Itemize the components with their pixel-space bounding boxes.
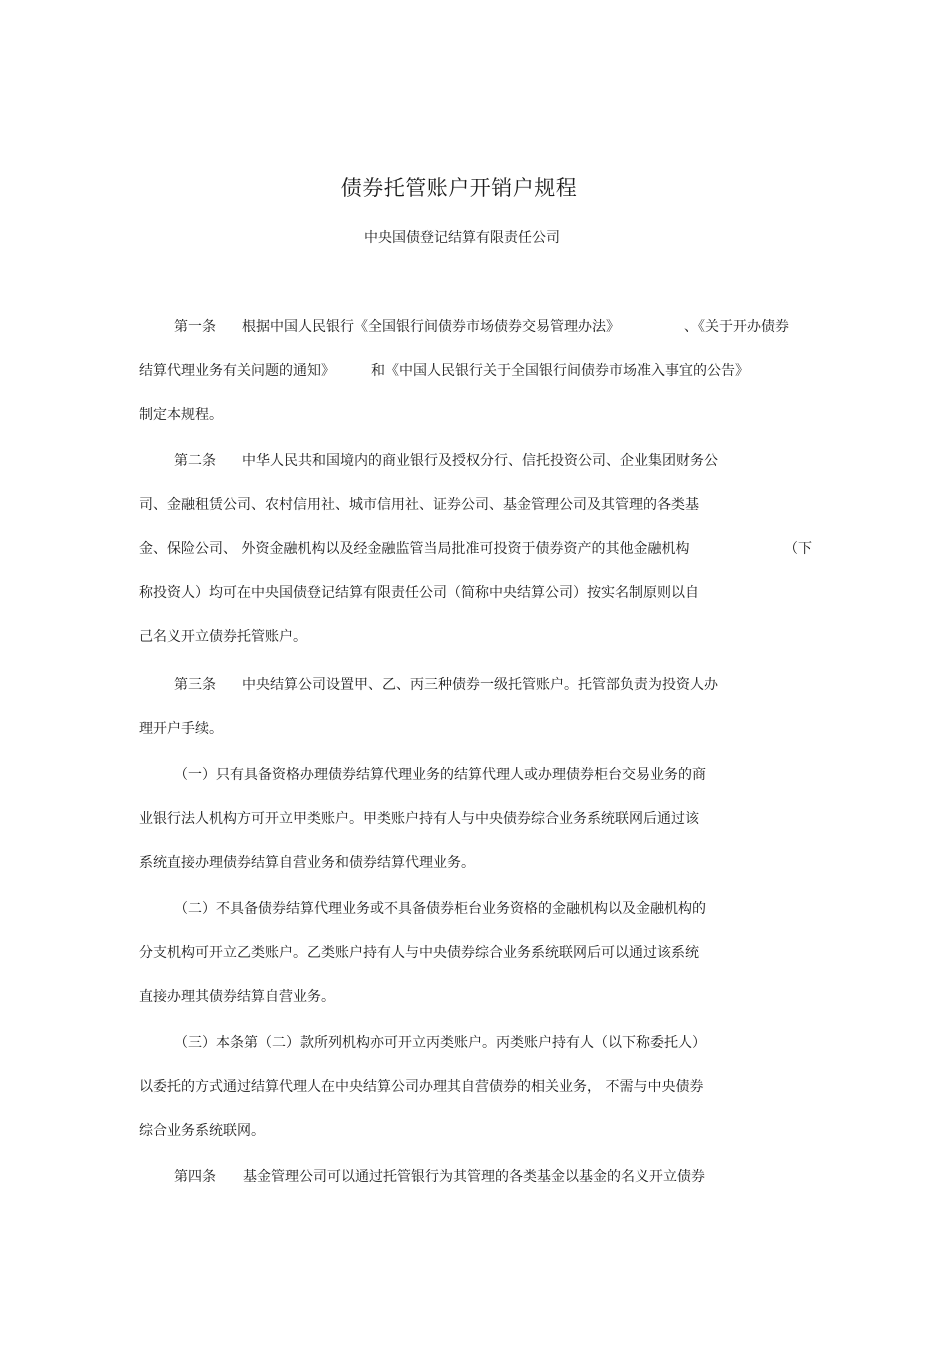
clause-3-line-1: （三）本条第（二）款所列机构亦可开立丙类账户。丙类账户持有人（以下称委托人） <box>174 1035 706 1051</box>
clause-1-line-2: 业银行法人机构方可开立甲类账户。甲类账户持有人与中央债券综合业务系统联网后通过该 <box>139 811 699 827</box>
article-2-text: 中华人民共和国境内的商业银行及授权分行、信托投资公司、企业集团财务公 <box>242 453 718 469</box>
article-1-heading: 第一条 <box>174 319 216 335</box>
clause-2-line-2: 分支机构可开立乙类账户。乙类账户持有人与中央债券综合业务系统联网后可以通过该系统 <box>139 945 699 961</box>
article-1-text-cont: 、《关于开办债券 <box>684 319 789 335</box>
article-2-line-3a: 金、保险公司、 外资金融机构以及经金融监管当局批准可投资于债券资产的其他金融机构 <box>139 541 690 557</box>
article-2-line-5: 己名义开立债券托管账户。 <box>139 629 307 645</box>
clause-3-line-3: 综合业务系统联网。 <box>139 1123 265 1139</box>
clause-2-line-1: （二）不具备债券结算代理业务或不具备债券柜台业务资格的金融机构以及金融机构的 <box>174 901 706 917</box>
article-2-line-4: 称投资人）均可在中央国债登记结算有限责任公司（简称中央结算公司）按实名制原则以自 <box>139 585 699 601</box>
article-1-line-3: 制定本规程。 <box>139 407 223 423</box>
article-2-heading: 第二条 <box>174 453 216 469</box>
article-1-text: 根据中国人民银行《全国银行间债券市场债券交易管理办法》 <box>242 319 620 335</box>
article-3-heading: 第三条 <box>174 677 216 693</box>
article-1-line-2a: 结算代理业务有关问题的通知》 <box>139 363 335 379</box>
article-2-line-3b: （下 <box>784 541 812 557</box>
article-2-line-2: 司、金融租赁公司、农村信用社、城市信用社、证券公司、基金管理公司及其管理的各类基 <box>139 497 699 513</box>
document-subtitle: 中央国债登记结算有限责任公司 <box>364 230 560 246</box>
article-4-heading: 第四条 <box>174 1169 216 1185</box>
article-3-text: 中央结算公司设置甲、乙、丙三种债券一级托管账户。托管部负责为投资人办 <box>242 677 718 693</box>
article-4-text: 基金管理公司可以通过托管银行为其管理的各类基金以基金的名义开立债券 <box>243 1169 705 1185</box>
document-title: 债券托管账户开销户规程 <box>340 176 578 200</box>
article-3-line-2: 理开户手续。 <box>139 721 223 737</box>
article-1-line-2b: 和《中国人民银行关于全国银行间债券市场准入事宜的公告》 <box>371 363 749 379</box>
clause-3-line-2: 以委托的方式通过结算代理人在中央结算公司办理其自营债券的相关业务， 不需与中央债券 <box>139 1079 704 1095</box>
clause-1-line-1: （一）只有具备资格办理债券结算代理业务的结算代理人或办理债券柜台交易业务的商 <box>174 767 706 783</box>
clause-1-line-3: 系统直接办理债券结算自营业务和债券结算代理业务。 <box>139 855 475 871</box>
clause-2-line-3: 直接办理其债券结算自营业务。 <box>139 989 335 1005</box>
